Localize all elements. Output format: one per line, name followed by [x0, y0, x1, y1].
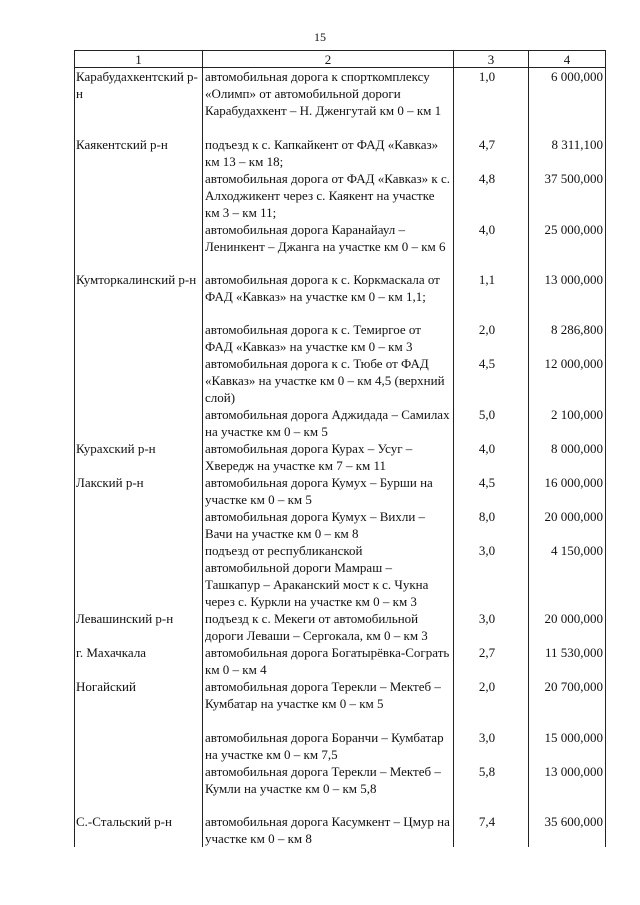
road-description-cell: подъезд к с. Капкайкент от ФАД «Кавказ» км 13 – км 18;: [203, 136, 454, 170]
table-row: [75, 508, 606, 542]
amount-cell: 15 000,000: [529, 729, 606, 763]
column-header-4: 4: [529, 51, 606, 68]
district-cell: Лакский р-н: [75, 474, 203, 508]
road-description-cell: автомобильная дорога к с. Тюбе от ФАД «Кавказ» на участке км 0 – км 4,5 (верхний слой): [203, 355, 454, 406]
district-cell: Курахский р-н: [75, 440, 203, 474]
table-row: [75, 813, 606, 847]
length-cell: 3,0: [454, 610, 529, 644]
table-row: [75, 68, 606, 137]
length-cell: 5,8: [454, 763, 529, 813]
district-cell: [75, 321, 203, 355]
amount-cell: 20 000,000: [529, 610, 606, 644]
road-description-cell: автомобильная дорога к спорткомплексу «Олимп» от автомобильной дороги Карабудахкент – Н. Дженгутай км 0 – км 1: [203, 68, 454, 137]
length-cell: 4,5: [454, 474, 529, 508]
amount-cell: 2 100,000: [529, 406, 606, 440]
road-description-cell: автомобильная дорога Аджидада – Самилах на участке км 0 – км 5: [203, 406, 454, 440]
district-cell: Кумторкалинский р-н: [75, 271, 203, 321]
column-header-2: 2: [203, 51, 454, 68]
table-row: [75, 440, 606, 474]
amount-cell: 8 286,800: [529, 321, 606, 355]
amount-cell: 25 000,000: [529, 221, 606, 271]
amount-cell: 4 150,000: [529, 542, 606, 610]
road-description-cell: автомобильная дорога к с. Коркмаскала от ФАД «Кавказ» на участке км 0 – км 1,1;: [203, 271, 454, 321]
amount-cell: 20 000,000: [529, 508, 606, 542]
table-row: [75, 170, 606, 221]
table-row: [75, 221, 606, 271]
road-description-cell: автомобильная дорога к с. Темиргое от ФАД «Кавказ» на участке км 0 – км 3: [203, 321, 454, 355]
table-row: [75, 406, 606, 440]
district-cell: [75, 763, 203, 813]
road-description-cell: автомобильная дорога Кумух – Бурши на участке км 0 – км 5: [203, 474, 454, 508]
district-cell: [75, 406, 203, 440]
amount-cell: 6 000,000: [529, 68, 606, 137]
table-row: [75, 644, 606, 678]
length-cell: 4,0: [454, 440, 529, 474]
road-description-cell: автомобильная дорога Боранчи – Кумбатар на участке км 0 – км 7,5: [203, 729, 454, 763]
district-cell: [75, 170, 203, 221]
length-cell: 1,1: [454, 271, 529, 321]
district-cell: С.-Стальский р-н: [75, 813, 203, 847]
amount-cell: 37 500,000: [529, 170, 606, 221]
column-header-1: 1: [75, 51, 203, 68]
district-cell: г. Махачкала: [75, 644, 203, 678]
district-cell: [75, 542, 203, 610]
district-cell: Карабудахкентский р-н: [75, 68, 203, 137]
table-row: [75, 729, 606, 763]
length-cell: 3,0: [454, 542, 529, 610]
table-row: [75, 136, 606, 170]
district-cell: Ногайский: [75, 678, 203, 729]
amount-cell: 8 000,000: [529, 440, 606, 474]
table-row: [75, 271, 606, 321]
page-number: 15: [314, 30, 326, 44]
table-row: [75, 321, 606, 355]
length-cell: 4,7: [454, 136, 529, 170]
road-description-cell: автомобильная дорога Терекли – Мектеб – Кумбатар на участке км 0 – км 5: [203, 678, 454, 729]
district-cell: [75, 355, 203, 406]
district-cell: [75, 508, 203, 542]
district-cell: Каякентский р-н: [75, 136, 203, 170]
road-description-cell: автомобильная дорога Каранайаул – Ленинкент – Джанга на участке км 0 – км 6: [203, 221, 454, 271]
length-cell: 4,5: [454, 355, 529, 406]
length-cell: 5,0: [454, 406, 529, 440]
length-cell: 7,4: [454, 813, 529, 847]
road-description-cell: подъезд к с. Мекеги от автомобильной дороги Леваши – Сергокала, км 0 – км 3: [203, 610, 454, 644]
table-row: [75, 678, 606, 729]
amount-cell: 16 000,000: [529, 474, 606, 508]
length-cell: 1,0: [454, 68, 529, 137]
amount-cell: 20 700,000: [529, 678, 606, 729]
table-row: [75, 763, 606, 813]
length-cell: 3,0: [454, 729, 529, 763]
road-description-cell: автомобильная дорога Богатырёвка-Сограть км 0 – км 4: [203, 644, 454, 678]
length-cell: 8,0: [454, 508, 529, 542]
district-cell: [75, 729, 203, 763]
column-number-row: [75, 51, 606, 68]
table-row: [75, 474, 606, 508]
amount-cell: 13 000,000: [529, 763, 606, 813]
road-funding-table: [74, 50, 606, 847]
length-cell: 2,0: [454, 321, 529, 355]
table-row: [75, 542, 606, 610]
amount-cell: 35 600,000: [529, 813, 606, 847]
amount-cell: 12 000,000: [529, 355, 606, 406]
column-header-3: 3: [454, 51, 529, 68]
amount-cell: 11 530,000: [529, 644, 606, 678]
amount-cell: 8 311,100: [529, 136, 606, 170]
length-cell: 2,7: [454, 644, 529, 678]
district-cell: [75, 221, 203, 271]
table-row: [75, 610, 606, 644]
road-description-cell: автомобильная дорога от ФАД «Кавказ» к с. Алходжикент через с. Каякент на участке км 3 – км 11;: [203, 170, 454, 221]
road-description-cell: автомобильная дорога Касумкент – Цмур на участке км 0 – км 8: [203, 813, 454, 847]
length-cell: 2,0: [454, 678, 529, 729]
amount-cell: 13 000,000: [529, 271, 606, 321]
road-description-cell: автомобильная дорога Терекли – Мектеб – Кумли на участке км 0 – км 5,8: [203, 763, 454, 813]
road-description-cell: автомобильная дорога Кумух – Вихли – Вачи на участке км 0 – км 8: [203, 508, 454, 542]
table-row: [75, 355, 606, 406]
length-cell: 4,8: [454, 170, 529, 221]
district-cell: Левашинский р-н: [75, 610, 203, 644]
road-description-cell: автомобильная дорога Курах – Усуг – Хвередж на участке км 7 – км 11: [203, 440, 454, 474]
length-cell: 4,0: [454, 221, 529, 271]
road-description-cell: подъезд от республиканской автомобильной дороги Мамраш – Ташкапур – Араканский мост к с. Чукна через с. Куркли на участке км 0 – км 3: [203, 542, 454, 610]
